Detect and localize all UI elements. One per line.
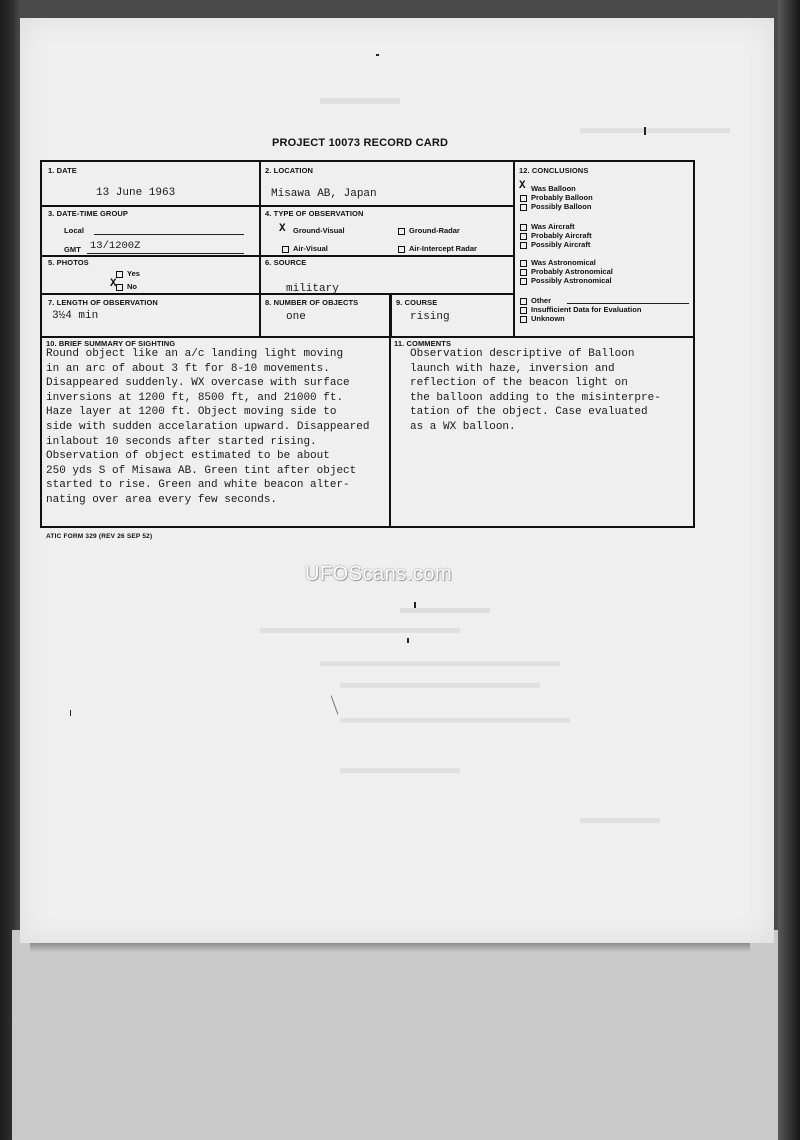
length-value: 3½4 min [52,310,99,322]
comments-label: 11. COMMENTS [394,339,452,348]
checkbox-air-intercept-radar[interactable]: Air-Intercept Radar [398,244,477,253]
checkbox-other[interactable]: Other [520,296,551,305]
course-label: 9. COURSE [396,298,438,307]
course-value: rising [410,311,450,323]
scan-speck [376,54,379,56]
length-label: 7. LENGTH OF OBSERVATION [48,298,158,307]
bleed-through-mark [340,683,540,688]
source-label: 6. SOURCE [265,258,307,267]
local-underline [94,234,244,235]
divider [42,293,513,295]
bleed-through-mark [340,768,460,773]
checkbox-possibly-astronomical[interactable]: Possibly Astronomical [520,276,612,285]
photos-no-mark: X [110,278,117,290]
scan-edge [778,0,800,1140]
checkbox-possibly-aircraft[interactable]: Possibly Aircraft [520,240,590,249]
gmt-underline [87,253,244,254]
divider [259,162,261,337]
checkbox-was-aircraft[interactable]: Was Aircraft [520,222,575,231]
bleed-through-mark [260,628,460,633]
source-value: military [286,283,339,295]
was-balloon-mark: X [519,180,526,192]
divider [42,336,695,338]
comments-text: Observation descriptive of Balloon launch with haze, inversion and reflection of the beacon light on the balloon adding to the misinterpre- tation of the object. Case evaluated as a WX balloon. [410,348,661,433]
local-label: Local [64,226,85,235]
photos-label: 5. PHOTOS [48,258,89,267]
record-card-form [40,160,695,528]
location-value: Misawa AB, Japan [271,188,377,200]
other-underline [567,303,689,304]
scan-speck [407,638,409,643]
gmt-label: GMT [64,245,81,254]
divider [390,293,392,337]
bleed-through-mark [320,661,560,666]
scan-speck [414,602,416,608]
divider [513,162,515,337]
bleed-through-mark [580,128,730,133]
dtg-label: 3. DATE-TIME GROUP [48,209,128,218]
checkbox-photos-no[interactable]: No [116,282,137,291]
checkbox-probably-balloon[interactable]: Probably Balloon [520,193,593,202]
ground-visual-mark: X [279,223,286,235]
underlying-page [12,930,780,1140]
checkbox-probably-aircraft[interactable]: Probably Aircraft [520,231,592,240]
checkbox-ground-visual[interactable]: Ground-Visual [293,226,345,235]
checkbox-air-visual[interactable]: Air-Visual [282,244,328,253]
number-value: one [286,311,306,323]
form-identifier: ATIC FORM 329 (REV 26 SEP 52) [46,533,153,540]
checkbox-insufficient-data[interactable]: Insufficient Data for Evaluation [520,305,641,314]
summary-text: Round object like an a/c landing light moving in an arc of about 3 ft for 8-10 movements. Disappeared suddenly. WX overcase with surface inversions at 1200 ft, 8500 ft, and 21000 ft. Haze layer at 1200 ft. Object moving side to side with sudden accelaration upward. Disappeared inlabout 10 seconds after started rising. Observation of object estimated to be about 250 yds S of Misawa AB. Green tint after object started to rise. Green and white beacon alter- nating over area every few seconds. [46,348,370,506]
conclusions-label: 12. CONCLUSIONS [519,166,589,175]
checkbox-unknown[interactable]: Unknown [520,314,565,323]
checkbox-possibly-balloon[interactable]: Possibly Balloon [520,202,591,211]
date-label: 1. DATE [48,166,77,175]
summary-label: 10. BRIEF SUMMARY OF SIGHTING [46,339,176,348]
type-obs-label: 4. TYPE OF OBSERVATION [265,209,364,218]
card-title: PROJECT 10073 RECORD CARD [272,137,449,149]
checkbox-was-balloon[interactable]: Was Balloon [531,184,576,193]
scan-speck [644,127,646,135]
bleed-through-mark [580,818,660,823]
checkbox-photos-yes[interactable]: Yes [116,269,140,278]
scan-speck [70,710,71,716]
checkbox-ground-radar[interactable]: Ground-Radar [398,226,460,235]
number-label: 8. NUMBER OF OBJECTS [265,298,359,307]
bleed-through-mark [400,608,490,613]
bleed-through-mark [340,718,570,723]
date-value: 13 June 1963 [96,187,176,199]
divider [42,255,513,257]
location-label: 2. LOCATION [265,166,314,175]
watermark: UFOScans.com [305,563,453,585]
bleed-through-mark [320,98,400,104]
checkbox-probably-astronomical[interactable]: Probably Astronomical [520,267,613,276]
checkbox-was-astronomical[interactable]: Was Astronomical [520,258,596,267]
divider [42,205,513,207]
gmt-value: 13/1200Z [90,240,141,252]
